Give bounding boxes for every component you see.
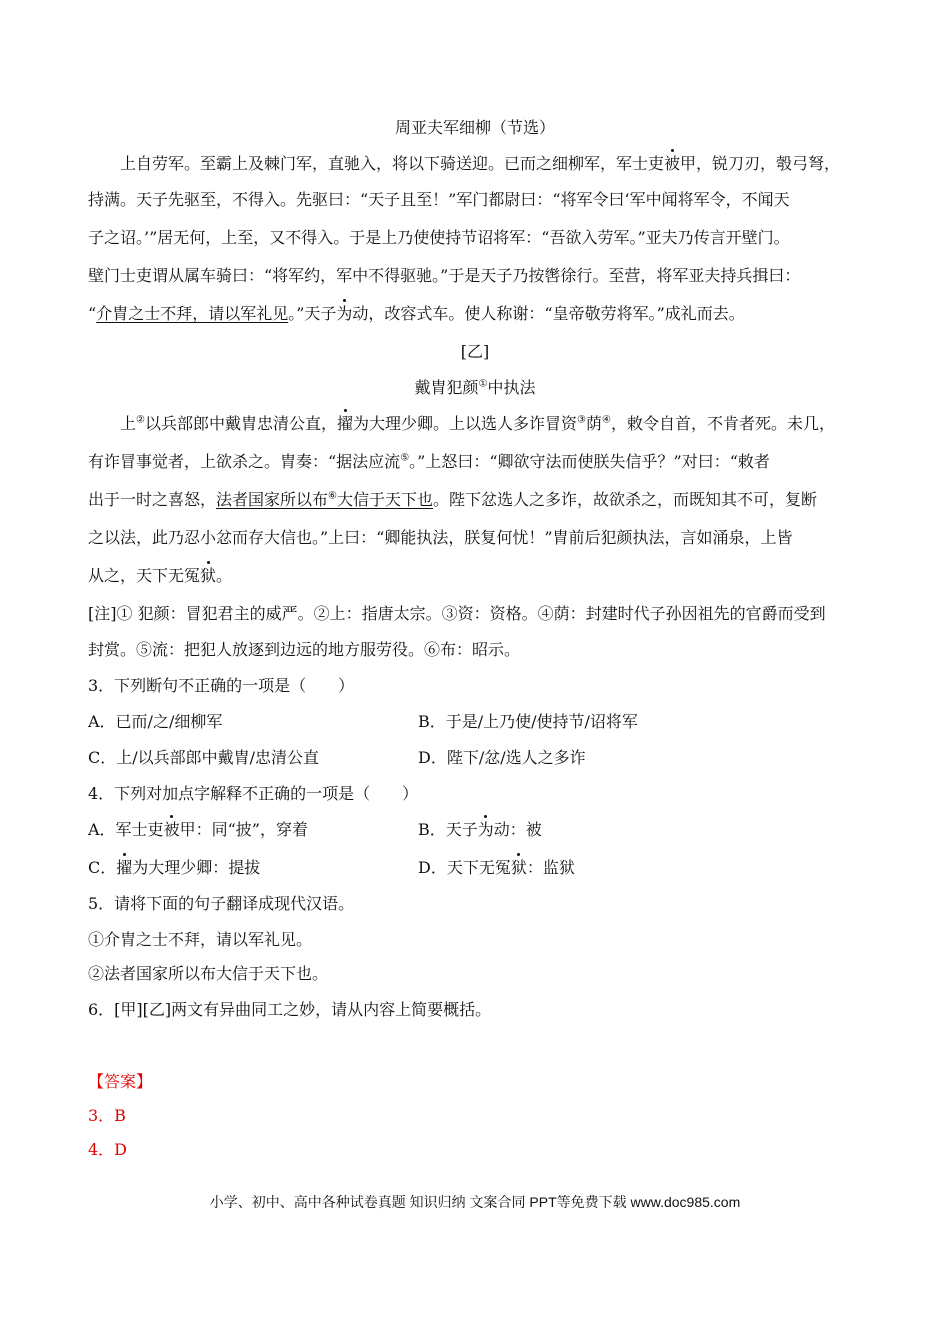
emphasis-dot-char: 擢	[337, 414, 354, 433]
question-4-option-c: C．擢为大理少卿：提拔	[88, 858, 261, 877]
passage-b-line-2: 有诈冒事觉者，上欲杀之。胄奏：“据法应流⑤。”上怒曰：“卿欲守法而使朕失信乎？”对曰：“敕者	[88, 452, 770, 471]
notes-line-1: [注]① 犯颜：冒犯君主的威严。②上：指唐太宗。③资：资格。④荫：封建时代子孙因祖先的官爵而受到	[88, 604, 826, 623]
passage-b-label: [乙]	[460, 342, 490, 361]
emphasis-dot-char: 狱	[200, 566, 217, 585]
question-5-sentence-1: ①介胄之士不拜，请以军礼见。	[88, 930, 313, 949]
answer-4: 4．D	[88, 1140, 128, 1159]
question-3-option-b: B．于是/上乃使/使持节/诏将军	[418, 712, 638, 731]
page-footer: 小学、初中、高中各种试卷真题 知识归纳 文案合同 PPT等免费下载 www.doc985.com	[209, 1194, 741, 1210]
answer-3: 3．B	[88, 1106, 126, 1125]
question-4-option-d: D．天下无冤狱：监狱	[418, 858, 575, 877]
answer-label: 【答案】	[88, 1072, 153, 1091]
passage-a-title: 周亚夫军细柳（节选）	[394, 118, 555, 137]
passage-a-line-3: 子之诏。’”居无何，上至，又不得入。于是上乃使使持节诏将军：“吾欲入劳军。”亚夫乃传言开壁门。	[88, 228, 790, 247]
question-4-option-b: B．天子为动：被	[418, 820, 542, 839]
question-5-sentence-2: ②法者国家所以布大信于天下也。	[88, 964, 329, 983]
underlined-sentence: 介胄之士不拜，请以军礼见	[96, 304, 289, 323]
question-3-option-a: A．已而/之/细柳军	[88, 712, 223, 731]
emphasis-dot-char: 狱	[510, 858, 527, 877]
passage-b-line-4: 之以法，此乃忍小忿而存大信也。”上曰：“卿能执法，朕复何忧！”胄前后犯颜执法，言如涌泉，上皆	[88, 528, 793, 547]
emphasis-dot-char: 被	[664, 154, 681, 173]
question-3-stem: 3．下列断句不正确的一项是（ ）	[88, 676, 355, 695]
passage-b-title: 戴胄犯颜①中执法	[414, 378, 536, 397]
passage-a-line-5: “介胄之士不拜，请以军礼见。”天子为动，改容式车。使人称谢：“皇帝敬劳将军。”成礼而去。	[88, 304, 745, 323]
passage-b-line-3: 出于一时之喜怒，法者国家所以布⑥大信于天下也。陛下忿选人之多诈，故欲杀之，而既知其不可，复断	[88, 490, 818, 509]
passage-a-line-2: 持满。天子先驱至，不得入。先驱曰：“天子且至！”军门都尉曰：“将军令曰‘军中闻将军令，不闻天	[88, 190, 790, 209]
question-3-option-c: C．上/以兵部郎中戴胄/忠清公直	[88, 748, 320, 767]
passage-a-line-4: 壁门士吏谓从属车骑曰：“将军约，军中不得驱驰。”于是天子乃按辔徐行。至营，将军亚夫持兵揖曰：	[88, 266, 801, 285]
question-4-option-a: A．军士吏被甲：同“披”，穿着	[88, 820, 308, 839]
question-3-option-d: D．陛下/忿/选人之多诈	[418, 748, 586, 767]
notes-line-2: 封赏。⑤流：把犯人放逐到边远的地方服劳役。⑥布：昭示。	[88, 640, 521, 659]
passage-a-line-1: 上自劳军。至霸上及棘门军，直驰入，将以下骑送迎。已而之细柳军，军士吏被甲，锐刀刃，彀弓弩，	[120, 154, 841, 173]
emphasis-dot-char: 为	[477, 820, 494, 839]
emphasis-dot-char: 擢	[116, 858, 133, 877]
question-5-stem: 5．请将下面的句子翻译成现代汉语。	[88, 894, 355, 913]
passage-b-line-1: 上②以兵部郎中戴胄忠清公直，擢为大理少卿。上以选人多诈冒资③荫④，敕令自首，不肯者死。未几，	[120, 414, 835, 433]
question-4-stem: 4．下列对加点字解释不正确的一项是（ ）	[88, 784, 419, 803]
emphasis-dot-char: 被	[163, 820, 180, 839]
passage-b-line-5: 从之，天下无冤狱。	[88, 566, 233, 585]
question-6-stem: 6．[甲][乙]两文有异曲同工之妙，请从内容上简要概括。	[88, 1000, 492, 1019]
underlined-sentence: 法者国家所以布⑥大信于天下也	[216, 490, 434, 509]
emphasis-dot-char: 为	[336, 304, 353, 323]
